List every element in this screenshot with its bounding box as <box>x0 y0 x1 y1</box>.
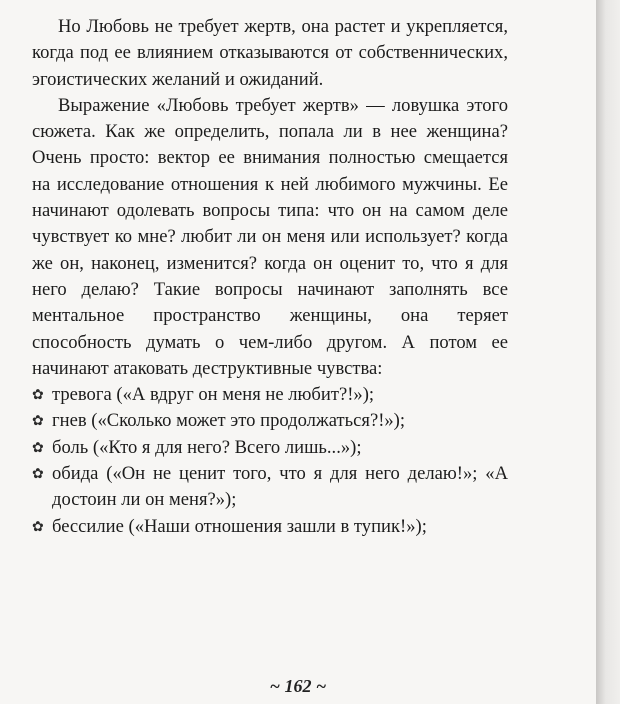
list-item-text: обида («Он не ценит того, что я для него делаю!»; «А достоин ли он меня?»); <box>52 463 508 511</box>
page-number: ~ 162 ~ <box>269 676 327 696</box>
flower-bullet-icon: ✿ <box>32 387 44 404</box>
flower-bullet-icon: ✿ <box>32 439 44 456</box>
list-item-text: гнев («Сколько может это продолжаться?!»); <box>52 410 406 432</box>
list-item <box>32 382 508 408</box>
list-item <box>32 514 508 540</box>
list-item-text: тревога («А вдруг он меня не любит?!»); <box>52 384 375 406</box>
flower-bullet-icon: ✿ <box>32 518 44 535</box>
flower-bullet-icon: ✿ <box>32 413 44 430</box>
paragraph: Выражение «Любовь требует жертв» — ловушка этого сюжета. Как же определить, попала ли в нее женщина? Очень просто: вектор ее внимания полностью смещается на исследование отношения к ней любимого мужчины. Ее начинают одолевать вопросы типа: что он на самом деле чувствует ко мне? любит ли он меня или использует? когда же он, наконец, изменится? когда он оценит то, что я для него делаю? Такие вопросы начинают заполнять все ментальное пространство женщины, она теряет способность думать о чем-либо другом. А потом ее начинают атаковать деструктивные чувства: <box>32 94 508 379</box>
list-item-text: бессилие («Наши отношения зашли в тупик!»); <box>52 515 427 537</box>
list-item <box>32 435 508 461</box>
page-edge <box>596 0 620 704</box>
list-item <box>32 461 508 514</box>
list-item-text: боль («Кто я для него? Всего лишь...»); <box>52 436 362 458</box>
flower-bullet-icon: ✿ <box>32 466 44 483</box>
page-body <box>32 14 508 540</box>
list-item <box>32 408 508 434</box>
paragraph: Но Любовь не требует жертв, она растет и укрепляется, когда под ее влиянием отказываются от собственнических, эгоистических желаний и ожиданий. <box>32 16 508 90</box>
